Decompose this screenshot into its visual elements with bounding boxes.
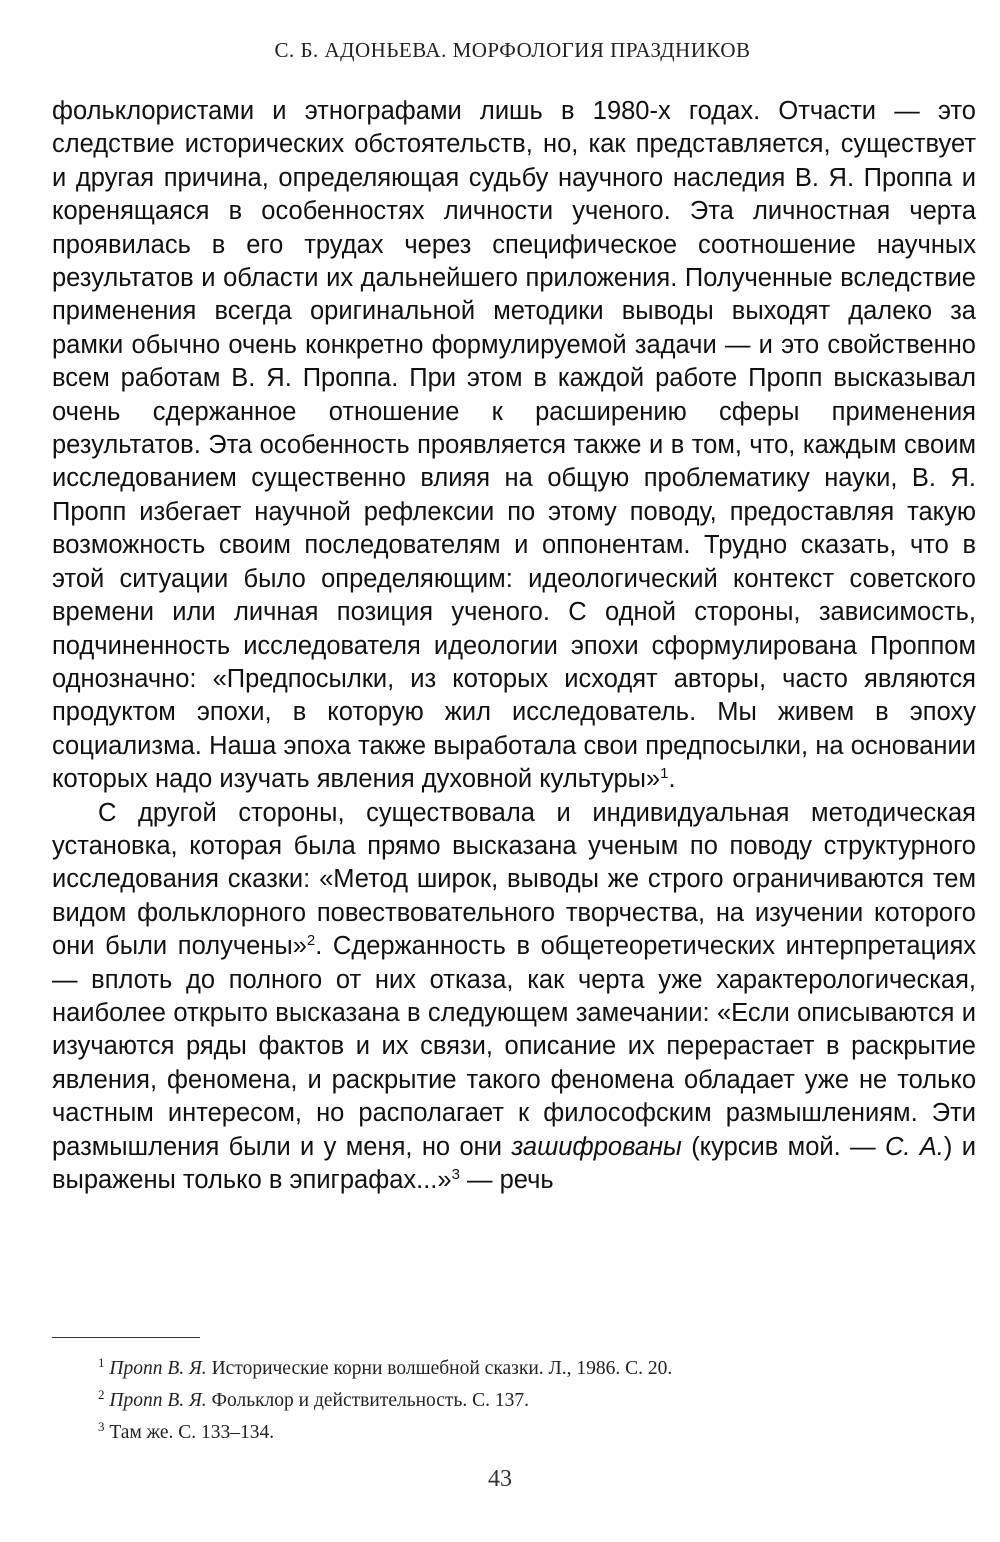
footnote-ref-2[interactable]: 2: [306, 932, 316, 950]
footnote-author: Пропп В. Я.: [109, 1358, 207, 1379]
paragraph-2-text-e: — речь: [459, 1166, 554, 1194]
footnotes: [98, 1353, 958, 1449]
footnote-number: 1: [98, 1355, 105, 1370]
paragraph-2-text-b: . Сдержанность в общетеоретических интерпретациях — вплоть до полного от них отказа, как черта уже характерологическая, наиболее открыто высказана в следующем замечании: «Если описываются и изучаются ряды фактов и их связи, описание их перерастает в раскрытие явления, феномена, и раскрытие такого феномена обладает уже не только частным интересом, но располагает к философским размышлениям. Эти размышления были и у меня, но они: [52, 932, 976, 1161]
footnote-text: Там же. С. 133–134.: [109, 1422, 275, 1443]
footnote-1: [98, 1353, 958, 1385]
page-number: 43: [488, 1466, 512, 1492]
footnote-3: [98, 1417, 958, 1449]
footnote-text: Фольклор и действительность. С. 137.: [206, 1390, 529, 1411]
footnote-number: 3: [98, 1419, 105, 1434]
author-initials: С. А.: [884, 1132, 944, 1161]
paragraph-2-text-a: С другой стороны, существовала и индивидуальная методическая установка, которая была прямо высказана ученым по поводу структурного исследования сказки: «Метод широк, выводы же строго ограничиваются тем видом фольклорного повествовательного творчества, на изучении которого они были получены»: [52, 798, 976, 961]
main-text: [52, 95, 976, 1197]
paragraph-1: [52, 95, 976, 797]
paragraph-2: [52, 797, 976, 1198]
footnote-ref-1[interactable]: 1: [660, 765, 669, 783]
footnote-text: Исторические корни волшебной сказки. Л., 1986. С. 20.: [206, 1358, 673, 1379]
running-head: С. Б. АДОНЬЕВА. МОРФОЛОГИЯ ПРАЗДНИКОВ: [274, 38, 751, 62]
footnote-number: 2: [98, 1387, 105, 1402]
footnote-author: Пропп В. Я.: [109, 1390, 207, 1411]
italic-emphasis: зашифрованы: [511, 1132, 682, 1161]
paragraph-1-end: .: [668, 765, 676, 794]
footnote-2: [98, 1385, 958, 1417]
footnote-divider: [52, 1337, 200, 1338]
footnote-ref-3[interactable]: 3: [451, 1166, 460, 1183]
paragraph-2-text-d: ) и выражены только в эпиграфах...»: [52, 1132, 976, 1194]
paragraph-1-text: фольклористами и этнографами лишь в 1980-х годах. Отчасти — это следствие исторических обстоятельств, но, как представляется, существует и другая причина, определяющая судьбу научного наследия В. Я. Проппа и коренящаяся в особенностях личности ученого. Эта личностная черта проявилась в его трудах через специфическое соотношение научных результатов и области их дальнейшего приложения. Полученные вследствие применения всегда оригинальной методики выводы выходят далеко за рамки обычно очень конкретно формулируемой задачи — и это свойственно всем работам В. Я. Проппа. При этом в каждой работе Пропп высказывал очень сдержанное отношение к расширению сферы применения результатов. Эта особенность проявляется также и в том, что, каждым своим исследованием существенно влияя на общую проблематику науки, В. Я. Пропп избегает научной рефлексии по этому поводу, предоставляя такую возможность своим последователям и оппонентам. Трудно сказать, что в этой ситуации было определяющим: идеологический контекст советского времени или личная позиция ученого. С одной стороны, зависимость, подчиненность исследователя идеологии эпохи сформулирована Проппом однозначно: «Предпосылки, из которых исходят авторы, часто являются продуктом эпохи, в которую жил исследователь. Мы живем в эпоху социализма. Наша эпоха также выработала свои предпосылки, на основании которых надо изучать явления духовной культуры»: [52, 97, 976, 794]
paragraph-2-text-c: (курсив мой. —: [681, 1132, 885, 1161]
